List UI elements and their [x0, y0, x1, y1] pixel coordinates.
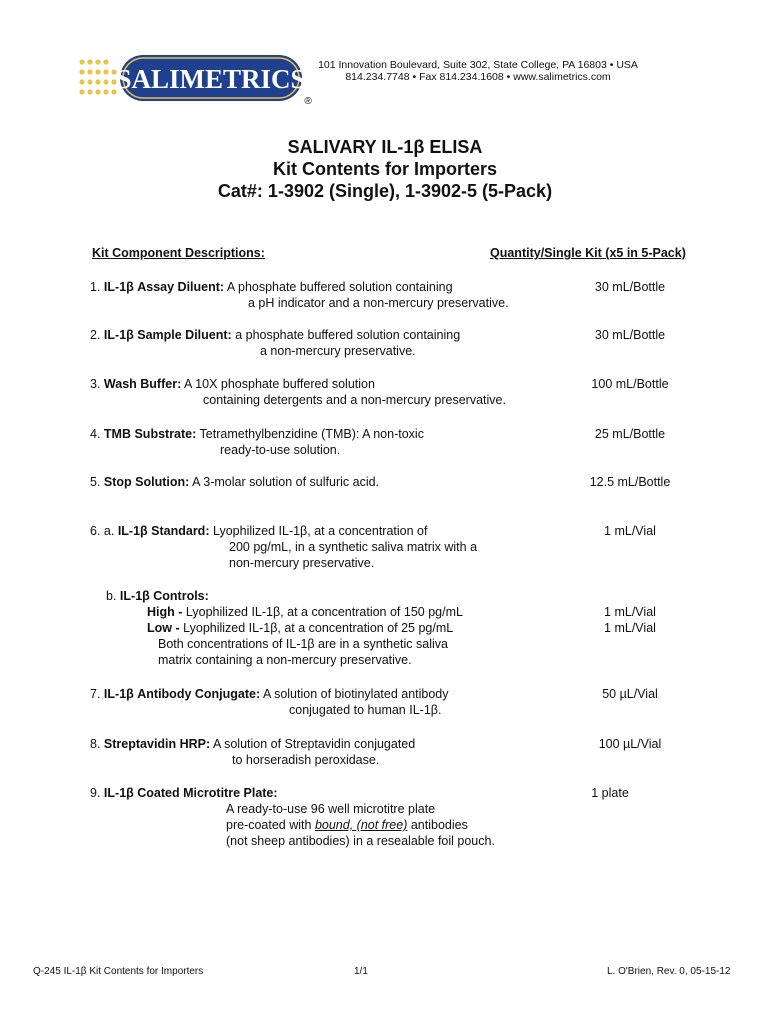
item-name: IL-1β Standard: — [117, 524, 210, 538]
title-line-3: Cat#: 1-3902 (Single), 1-3902-5 (5-Pack) — [217, 181, 553, 201]
kit-item-6a — [90, 523, 560, 571]
footer-revision: L. O'Brien, Rev. 0, 05-15-12 — [607, 966, 731, 977]
desc-part: antibodies — [410, 818, 468, 832]
item-6a-quantity: 1 mL/Vial — [604, 524, 656, 538]
item-name: IL-1β Antibody Conjugate: — [103, 687, 261, 701]
item-desc-cont: Both concentrations of IL-1β are in a synthetic saliva — [158, 637, 448, 651]
controls-low-line — [106, 620, 576, 636]
item-number: 3. — [90, 377, 101, 391]
logo-graphic — [76, 52, 314, 108]
item-desc-cont: non-mercury preservative. — [229, 556, 375, 570]
high-label: High - — [147, 605, 183, 619]
item-name: IL-1β Controls: — [119, 589, 209, 603]
item-8-quantity: 100 µL/Vial — [598, 737, 662, 751]
item-desc-cont: 200 pg/mL, in a synthetic saliva matrix with a — [229, 540, 478, 554]
item-9-quantity: 1 plate — [591, 786, 629, 800]
item-name: Streptavidin HRP: — [103, 737, 211, 751]
controls-high-line — [106, 604, 576, 620]
item-desc-cont: ready-to-use solution. — [220, 443, 341, 457]
item-desc: A ready-to-use 96 well microtitre plate — [226, 802, 436, 816]
footer-page-number: 1/1 — [354, 966, 368, 977]
item-1-quantity: 30 mL/Bottle — [594, 280, 666, 294]
high-desc: Lyophilized IL-1β, at a concentration of 150 pg/mL — [185, 605, 463, 619]
item-3-quantity: 100 mL/Bottle — [591, 377, 669, 391]
item-name: Stop Solution: — [103, 475, 190, 489]
item-4-quantity: 25 mL/Bottle — [594, 427, 666, 441]
item-desc: A solution of biotinylated antibody — [262, 687, 449, 701]
column-header-description: Kit Component Descriptions: — [92, 246, 265, 260]
item-number: b. — [106, 589, 117, 603]
item-7-quantity: 50 µL/Vial — [602, 687, 658, 701]
kit-item-8 — [90, 736, 560, 768]
low-desc: Lyophilized IL-1β, at a concentration of 25 pg/mL — [183, 621, 454, 635]
item-name: TMB Substrate: — [103, 427, 197, 441]
item-number: 9. — [90, 786, 101, 800]
kit-item-6b — [106, 588, 576, 668]
item-name: IL-1β Assay Diluent: — [103, 280, 225, 294]
item-number: 2. — [90, 328, 101, 342]
item-desc-cont: (not sheep antibodies) in a resealable foil pouch. — [226, 834, 495, 848]
item-2-quantity: 30 mL/Bottle — [594, 328, 666, 342]
item-desc: A solution of Streptavidin conjugated — [212, 737, 416, 751]
item-desc-cont: a pH indicator and a non-mercury preservative. — [248, 296, 509, 310]
item-desc-cont: conjugated to human IL-1β. — [289, 703, 442, 717]
low-label: Low - — [147, 621, 180, 635]
item-desc-cont: to horseradish peroxidase. — [232, 753, 380, 767]
item-desc-cont: matrix containing a non-mercury preservative. — [158, 653, 412, 667]
item-desc: a phosphate buffered solution containing — [235, 328, 461, 342]
kit-item-9 — [90, 785, 560, 849]
item-6b-quantity-low: 1 mL/Vial — [604, 621, 656, 635]
item-number: 7. — [90, 687, 101, 701]
address-line-2: 814.234.7748 • Fax 814.234.1608 • www.salimetrics.com — [345, 71, 611, 83]
item-desc: A 10X phosphate buffered solution — [184, 377, 375, 391]
item-name: IL-1β Coated Microtitre Plate: — [103, 786, 278, 800]
address-line-1: 101 Innovation Boulevard, Suite 302, State College, PA 16803 • USA — [318, 59, 638, 71]
logo-text: SALIMETRICS — [116, 64, 306, 94]
item-desc-cont: a non-mercury preservative. — [260, 344, 416, 358]
company-address — [318, 59, 638, 83]
item-number: 5. — [90, 475, 101, 489]
item-desc: A phosphate buffered solution containing — [226, 280, 453, 294]
kit-item-5 — [90, 474, 560, 490]
document-title — [0, 136, 770, 202]
item-desc: Lyophilized IL-1β, at a concentration of — [212, 524, 428, 538]
item-number: 6. a. — [90, 524, 115, 538]
footer-doc-id: Q-245 IL-1β Kit Contents for Importers — [33, 966, 204, 977]
emphasis-text: bound, (not free) — [314, 818, 408, 832]
title-line-2: Kit Contents for Importers — [272, 159, 497, 179]
desc-part: pre-coated with — [226, 818, 312, 832]
item-number: 4. — [90, 427, 101, 441]
column-header-quantity: Quantity/Single Kit (x5 in 5-Pack) — [490, 246, 686, 260]
item-name: IL-1β Sample Diluent: — [103, 328, 232, 342]
item-desc-cont: containing detergents and a non-mercury preservative. — [203, 393, 506, 407]
item-name: Wash Buffer: — [103, 377, 182, 391]
item-desc: A 3-molar solution of sulfuric acid. — [192, 475, 380, 489]
kit-item-7 — [90, 686, 560, 718]
item-desc-cont — [90, 817, 560, 833]
item-number: 8. — [90, 737, 101, 751]
kit-item-3 — [90, 376, 560, 408]
salimetrics-logo — [76, 52, 314, 108]
item-desc: Tetramethylbenzidine (TMB): A non-toxic — [199, 427, 424, 441]
title-line-1: SALIVARY IL-1β ELISA — [287, 137, 483, 157]
kit-item-2 — [90, 327, 560, 359]
item-number: 1. — [90, 280, 101, 294]
kit-item-4 — [90, 426, 560, 458]
logo-reg-mark: ® — [304, 96, 312, 107]
kit-item-1 — [90, 279, 560, 311]
item-5-quantity: 12.5 mL/Bottle — [589, 475, 671, 489]
item-6b-quantity-high: 1 mL/Vial — [604, 605, 656, 619]
